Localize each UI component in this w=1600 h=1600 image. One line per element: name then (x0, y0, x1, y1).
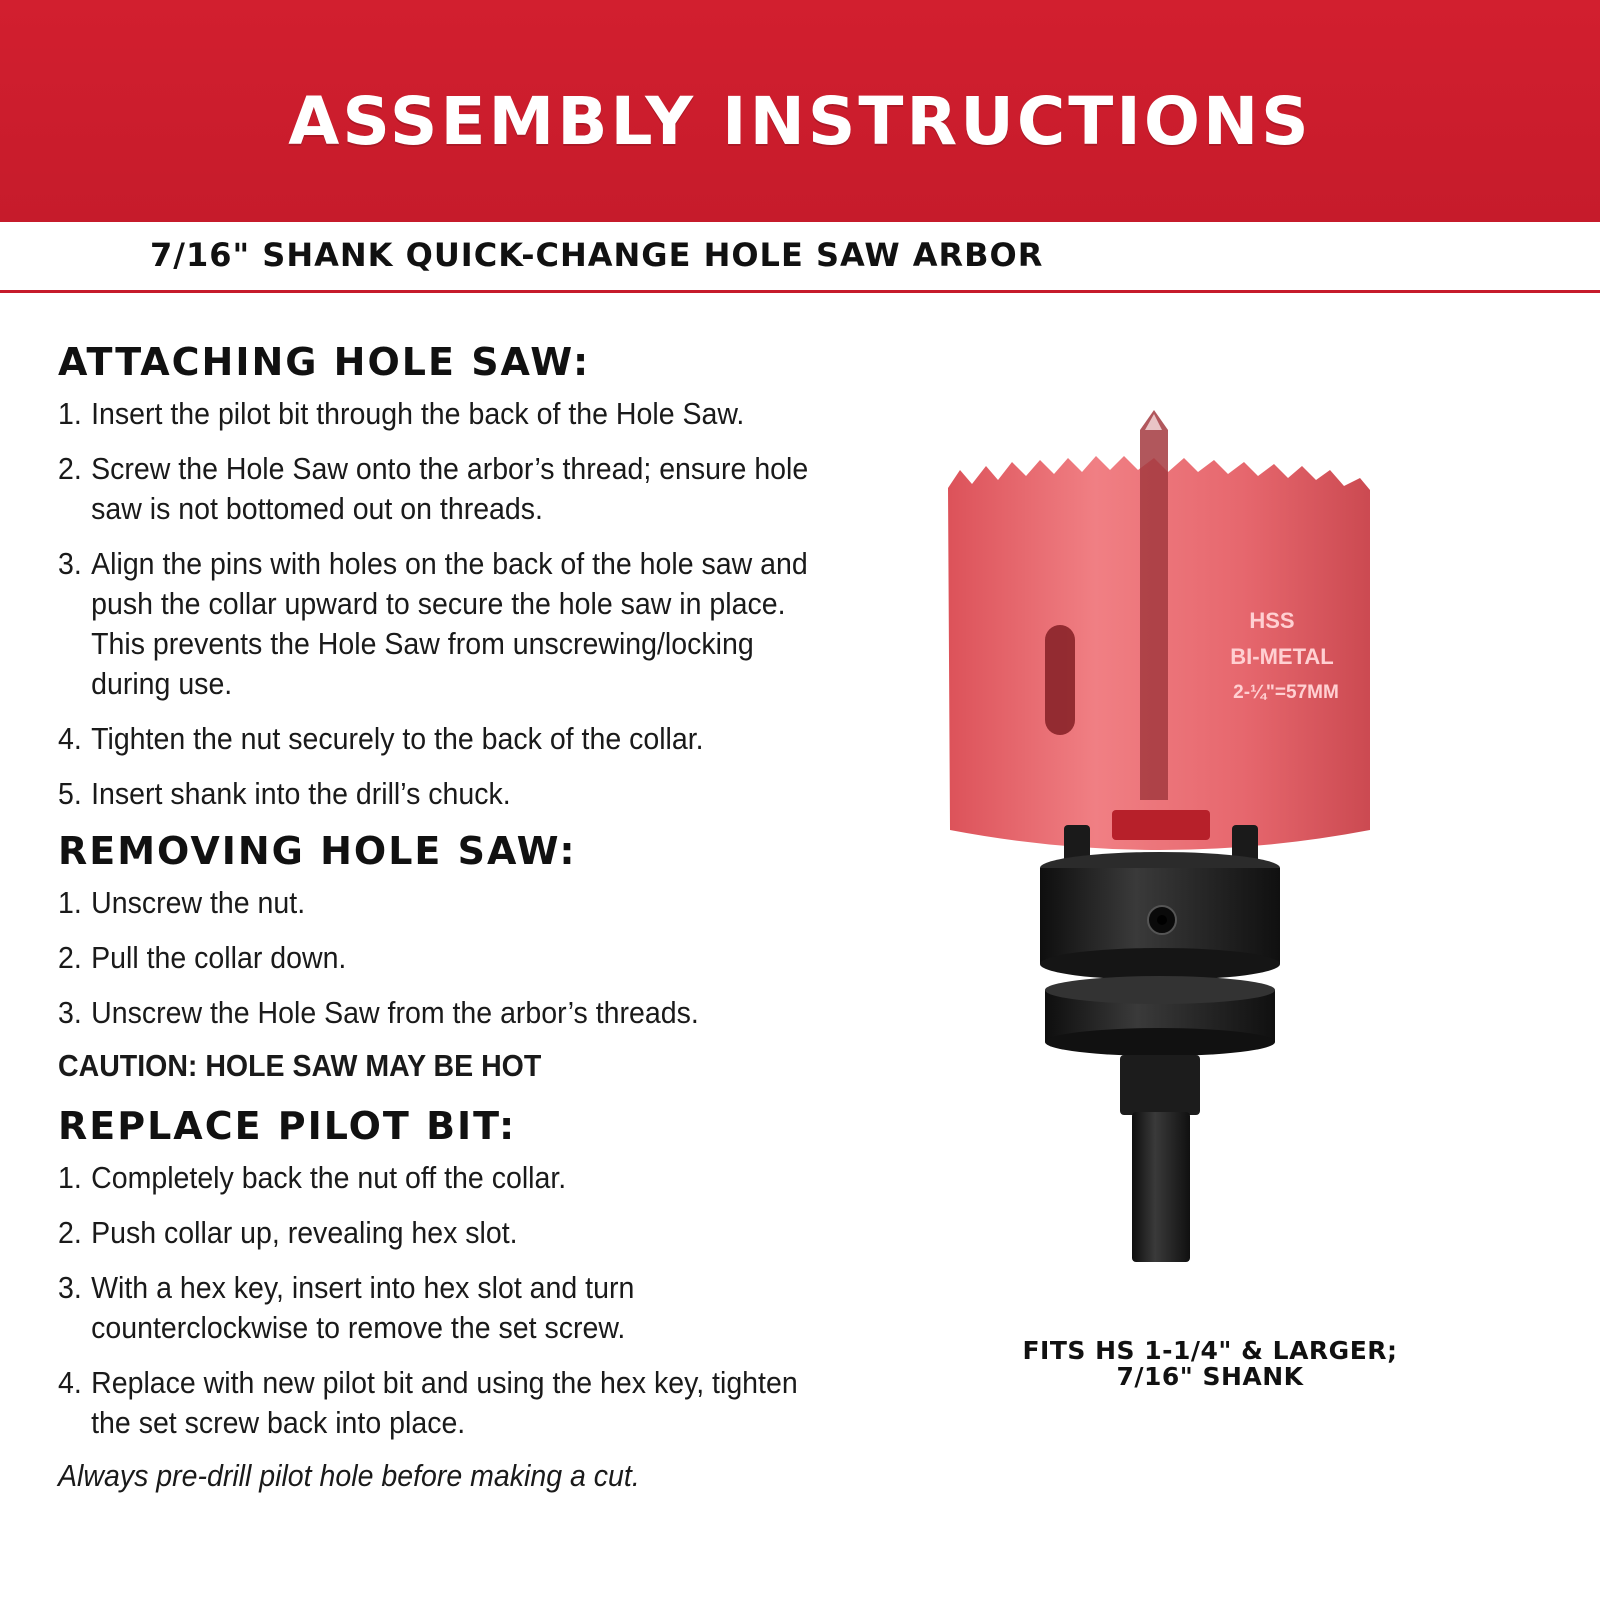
knurled-nut (1045, 976, 1275, 1056)
step-number: 3. (58, 546, 82, 581)
step-number: 2. (58, 1215, 82, 1250)
list-item (58, 1158, 822, 1198)
step-text: Insert shank into the drill’s chuck. (91, 776, 511, 811)
saw-label-bimetal: BI-METAL (1230, 644, 1334, 669)
product-caption (930, 1338, 1490, 1390)
lower-thread (1120, 1055, 1200, 1115)
section-heading-removing: REMOVING HOLE SAW: (58, 829, 577, 873)
pilot-bit (1140, 410, 1168, 800)
instructions-column (58, 340, 888, 1494)
list-item (58, 774, 822, 814)
caption-line-1: FITS HS 1-1/4" & LARGER; (1022, 1336, 1398, 1365)
step-text: Unscrew the Hole Saw from the arbor’s threads. (91, 995, 699, 1030)
section-heading-replace: REPLACE PILOT BIT: (58, 1104, 517, 1148)
step-number: 2. (58, 940, 82, 975)
section-heading-attaching: ATTACHING HOLE SAW: (58, 340, 591, 384)
step-number: 4. (58, 1365, 82, 1400)
hex-shank (1132, 1112, 1190, 1262)
removing-steps (58, 883, 888, 1033)
list-item (58, 449, 822, 529)
step-text: Push collar up, revealing hex slot. (91, 1215, 518, 1250)
step-text: Pull the collar down. (91, 940, 347, 975)
list-item (58, 1363, 822, 1443)
arbor-thread (1112, 810, 1210, 840)
saw-label-size: 2-¼"=57MM (1233, 682, 1339, 703)
list-item (58, 1213, 822, 1253)
step-number: 1. (58, 1160, 82, 1195)
step-text: Insert the pilot bit through the back of the Hole Saw. (91, 396, 745, 431)
page-title: ASSEMBLY INSTRUCTIONS (288, 82, 1312, 160)
list-item (58, 938, 822, 978)
list-item (58, 1268, 822, 1348)
replace-steps (58, 1158, 888, 1443)
step-number: 5. (58, 776, 82, 811)
step-text: Unscrew the nut. (91, 885, 306, 920)
attaching-steps (58, 394, 888, 814)
step-text: Screw the Hole Saw onto the arbor’s thread; ensure hole saw is not bottomed out on threads. (91, 451, 809, 526)
caption-line-2: 7/16" SHANK (1116, 1362, 1304, 1391)
divider-rule (0, 290, 1600, 293)
list-item (58, 544, 822, 704)
step-text: With a hex key, insert into hex slot and turn counterclockwise to remove the set screw. (91, 1270, 635, 1345)
list-item (58, 719, 822, 759)
hole-saw-arbor-image (940, 400, 1440, 1300)
step-text: Tighten the nut securely to the back of the collar. (91, 721, 704, 756)
step-number: 3. (58, 1270, 82, 1305)
step-number: 3. (58, 995, 82, 1030)
list-item (58, 993, 822, 1033)
pre-drill-note: Always pre-drill pilot hole before making a cut. (58, 1458, 640, 1493)
step-number: 1. (58, 396, 82, 431)
list-item (58, 394, 822, 434)
step-text: Completely back the nut off the collar. (91, 1160, 567, 1195)
step-number: 1. (58, 885, 82, 920)
list-item (58, 883, 822, 923)
header-banner (0, 0, 1600, 222)
saw-label-hss: HSS (1249, 608, 1295, 633)
page-subtitle: 7/16" SHANK QUICK-CHANGE HOLE SAW ARBOR (150, 236, 1044, 274)
caution-text: CAUTION: HOLE SAW MAY BE HOT (58, 1048, 542, 1083)
step-number: 2. (58, 451, 82, 486)
step-number: 4. (58, 721, 82, 756)
arbor-collar (1040, 852, 1280, 980)
step-text: Replace with new pilot bit and using the hex key, tighten the set screw back into place. (91, 1365, 798, 1440)
step-text: Align the pins with holes on the back of the hole saw and push the collar upward to secure the hole saw in place. This prevents the Hole Saw from unscrewing/locking during use. (91, 546, 808, 701)
